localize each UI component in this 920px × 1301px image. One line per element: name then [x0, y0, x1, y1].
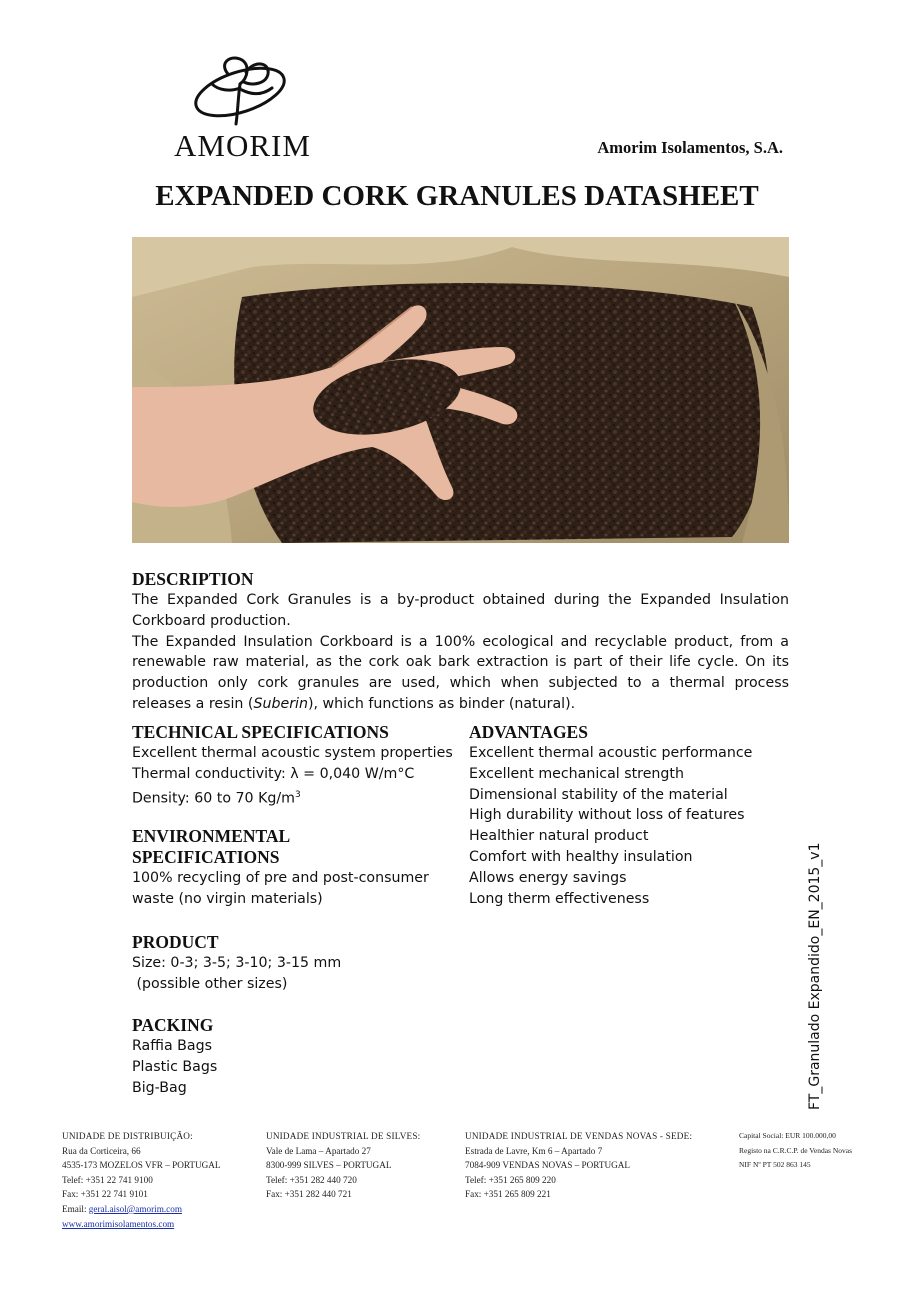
density-line: [132, 785, 462, 810]
advantages-section: [469, 722, 789, 909]
footer-line: Registo na C.R.C.P. de Vendas Novas: [739, 1145, 852, 1155]
document-code: FT_Granulado Expandido_EN_2015_v1: [807, 842, 823, 1110]
description-paragraph-1: The Expanded Cork Granules is a by-product obtained during the Expanded Insulation Corkboard production.: [132, 592, 789, 629]
density-text: Density: 60 to 70 Kg/m: [132, 790, 295, 807]
footer-vendas-novas-unit: [465, 1129, 692, 1202]
footer-heading: UNIDADE DE DISTRIBUIÇÃO:: [62, 1131, 193, 1141]
suberin-term: Suberin: [253, 695, 308, 712]
product-size-line: Size: 0-3; 3-5; 3-10; 3-15 mm: [132, 955, 342, 971]
environmental-heading-line-1: ENVIRONMENTAL: [132, 826, 291, 846]
density-superscript: 3: [294, 789, 301, 800]
footer-line: 7084-909 VENDAS NOVAS – PORTUGAL: [465, 1160, 631, 1171]
advantages-heading: ADVANTAGES: [469, 722, 588, 742]
description-section: [132, 569, 789, 715]
email-link[interactable]: geral.aisol@amorim.com: [88, 1203, 182, 1214]
footer-line: Telef: +351 282 440 720: [266, 1174, 357, 1185]
footer-silves-unit: [266, 1129, 420, 1202]
packing-item: Big-Bag: [132, 1079, 187, 1096]
footer-line: 4535-173 MOZELOS VFR – PORTUGAL: [62, 1160, 221, 1171]
environmental-specifications-section: [132, 826, 462, 910]
technical-line: Excellent thermal acoustic system properties: [132, 745, 453, 761]
technical-specifications-section: [132, 722, 462, 809]
footer-line: Fax: +351 265 809 221: [465, 1189, 551, 1200]
page-title: EXPANDED CORK GRANULES DATASHEET: [155, 180, 759, 212]
footer-line: Fax: +351 282 440 721: [266, 1189, 352, 1200]
email-label: Email:: [62, 1203, 89, 1214]
footer-line: Telef: +351 265 809 220: [465, 1174, 556, 1185]
packing-item: Raffia Bags: [132, 1038, 212, 1054]
footer-line: Estrada de Lavre, Km 6 – Apartado 7: [465, 1145, 603, 1156]
advantage-item: Allows energy savings: [469, 869, 627, 886]
company-name: Amorim Isolamentos, S.A.: [597, 138, 783, 157]
amorim-tree-logo-icon: [188, 52, 298, 127]
footer-legal-info: [739, 1129, 852, 1173]
footer-line: Fax: +351 22 741 9101: [62, 1189, 148, 1200]
product-note-line: (possible other sizes): [132, 975, 288, 992]
description-heading: DESCRIPTION: [132, 569, 254, 589]
advantage-item: Excellent mechanical strength: [469, 765, 684, 782]
product-section: [132, 932, 462, 995]
footer-heading: UNIDADE INDUSTRIAL DE VENDAS NOVAS - SEDE:: [465, 1131, 693, 1141]
footer-line: Vale de Lama – Apartado 27: [266, 1145, 371, 1156]
footer-line: Rua da Corticeira, 66: [62, 1145, 141, 1156]
advantage-item: Healthier natural product: [469, 828, 649, 845]
footer-email-line: [62, 1202, 221, 1217]
footer-line: Capital Social: EUR 100.000,00: [739, 1131, 836, 1140]
website-link[interactable]: www.amorimisolamentos.com: [62, 1218, 175, 1229]
description-text-start: The Expanded Insulation Corkboard is a 100% ecological and recyclable product, from a renewable raw material, as the cork oak bark extraction is part of their life cycle. On its production only cork granules are used, which when subjected to a thermal process releases a resin (: [132, 633, 789, 712]
advantage-item: Dimensional stability of the material: [469, 786, 728, 803]
advantage-item: Long therm effectiveness: [469, 890, 650, 907]
environmental-line: waste (no virgin materials): [132, 890, 323, 907]
footer-heading: UNIDADE INDUSTRIAL DE SILVES:: [266, 1131, 421, 1141]
description-text-end: ), which functions as binder (natural).: [307, 695, 576, 712]
packing-heading: PACKING: [132, 1015, 214, 1035]
advantage-item: Comfort with healthy insulation: [469, 848, 693, 865]
thermal-conductivity-line: Thermal conductivity: λ = 0,040 W/m°C: [132, 765, 415, 782]
logo-wordmark: AMORIM: [174, 128, 311, 163]
description-paragraph-2: [132, 632, 789, 715]
environmental-line: 100% recycling of pre and post-consumer: [132, 870, 429, 886]
footer-distribution-unit: [62, 1129, 221, 1231]
advantage-item: High durability without loss of features: [469, 807, 745, 824]
environmental-heading-line-2: SPECIFICATIONS: [132, 847, 280, 867]
packing-item: Plastic Bags: [132, 1058, 218, 1075]
advantage-item: Excellent thermal acoustic performance: [469, 745, 753, 761]
packing-section: [132, 1015, 462, 1098]
cork-granules-photo: [132, 237, 789, 543]
footer-line: NIF Nº PT 502 863 145: [739, 1160, 811, 1170]
product-heading: PRODUCT: [132, 932, 219, 952]
footer-line: Telef: +351 22 741 9100: [62, 1174, 153, 1185]
technical-heading: TECHNICAL SPECIFICATIONS: [132, 722, 389, 742]
amorim-logo: [160, 52, 325, 164]
footer-line: 8300-999 SILVES – PORTUGAL: [266, 1160, 392, 1171]
